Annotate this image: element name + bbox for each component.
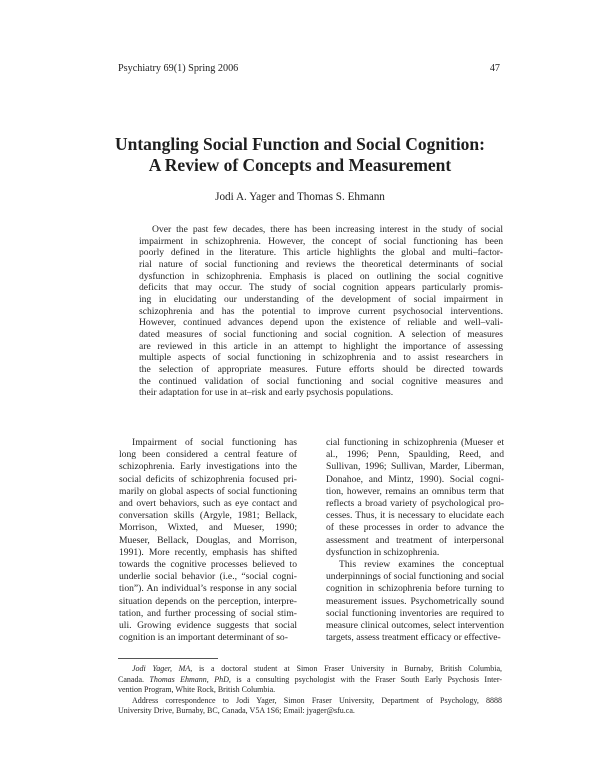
text-line: However, continued advances depend upon the existence of reliable and well–vali- [139, 317, 503, 329]
text-line: social deficits of schizophrenia focused pri- [119, 473, 297, 485]
page-number: 47 [489, 63, 500, 74]
text-line: cesses. Thus, it is necessary to elucidate each [326, 510, 504, 522]
text-line: 1991). More recently, emphasis has shifted [119, 546, 297, 558]
footnote-line: Address correspondence to Jodi Yager, Simon Fraser University, Department of Psychology, 8888 [132, 695, 502, 705]
text-line: Impairment of social functioning has [132, 437, 297, 448]
footnote-line: vention Program, White Rock, British Columbia. [118, 685, 276, 694]
text-line: poorly defined in the literature. This article highlights the global and multi–factor- [139, 247, 503, 259]
text-line: their adaptation for use in at–risk and early psychosis populations. [139, 387, 394, 399]
author-footnotes [118, 664, 502, 717]
text-line: measure clinical outcomes, select intervention [326, 620, 504, 632]
text-line: long been considered a central feature of [119, 449, 297, 461]
text-line: uli. Growing evidence suggests that social [119, 620, 297, 632]
running-head [118, 61, 500, 77]
text-line: Mueser, Bellack, Douglas, and Morrison, [119, 534, 297, 546]
footnote-line: Canada. Thomas Ehmann, PhD, is a consulting psychologist with the Fraser South Early Psychosis Inter- [118, 674, 503, 684]
abstract [139, 224, 503, 399]
title-line-2: A Review of Concepts and Measurement [148, 155, 452, 175]
title-line-1: Untangling Social Function and Social Cognition: [114, 134, 485, 154]
text-line: rial nature of social functioning and reviews the theoretical determinants of social [139, 258, 503, 270]
text-line: underpinnings of social functioning and social [326, 571, 504, 583]
text-line: reflects a broad variety of psychological pro- [326, 498, 504, 510]
text-line: are reviewed in this article in an attempt to highlight the importance of assessing [139, 340, 503, 352]
text-line: tation, and further processing of social stim- [119, 607, 297, 619]
body-column-left [119, 437, 297, 644]
footnote-divider [118, 658, 218, 659]
text-line: assessment and treatment of interpersonal [326, 534, 504, 546]
footnote-line: University Drive, Burnaby, BC, Canada, V5A 1S6; Email: jyager@sfu.ca. [118, 706, 355, 715]
journal-citation: Psychiatry 69(1) Spring 2006 [118, 63, 239, 74]
text-line: cognition in schizophrenia before turning to [326, 583, 504, 595]
text-line: al., 1996; Penn, Spaulding, Reed, and [326, 449, 504, 461]
text-line: and overt behaviors, such as eye contact and [119, 498, 297, 510]
text-line: schizophrenia. Early investigations into the [119, 461, 297, 473]
article-title [60, 134, 540, 176]
text-line: ing in elucidating our understanding of the development of social impairment in [139, 293, 503, 305]
text-line: multiple aspects of social functioning in schizophrenia and to assist researchers in [139, 352, 503, 364]
footnote-author-yager: Jodi Yager, MA [132, 664, 191, 673]
author-list: Jodi A. Yager and Thomas S. Ehmann [215, 191, 385, 203]
text-line: cognition is an important determinant of so- [119, 632, 288, 644]
text-line: tion”). An individual’s response in any social [119, 583, 297, 595]
text-line: measurement issues. Psychometrically sound [326, 595, 504, 607]
text-line: Sullivan, 1996; Sullivan, Marder, Liberman, [326, 461, 504, 473]
footnote-line: Jodi Yager, MA, is a doctoral student at Simon Fraser University in Burnaby, British Columbia, [132, 664, 502, 673]
text-line: towards the cognitive processes believed to [119, 559, 297, 571]
text-line: Over the past few decades, there has been increasing interest in the study of social [152, 224, 503, 235]
text-line: the selection of appropriate measures. Future efforts should be directed towards [139, 363, 503, 375]
text-line: the continued validation of social functioning and social cognitive measures and [139, 375, 503, 387]
text-line: situation depends on the perception, interpre- [119, 595, 297, 607]
text-line: social functioning inventories are required to [326, 607, 504, 619]
text-line: cial functioning in schizophrenia (Mueser et [326, 437, 504, 448]
text-line: dated measures of social functioning and social cognition. A selection of measures [139, 328, 503, 340]
text-line: of these processes in order to advance the [326, 522, 504, 534]
text-line: tion, however, remains an omnibus term that [326, 485, 504, 497]
text-line: conversation skills (Argyle, 1981; Bellack, [119, 510, 297, 522]
text-line: schizophrenia and has the potential to improve current psychosocial interventions. [139, 305, 503, 317]
text-line: dysfunction in schizophrenia. [326, 546, 440, 558]
text-line: marily on global aspects of social functioning [119, 485, 297, 497]
text-line: underlie social behavior (i.e., “social cogni- [119, 571, 297, 583]
text-line: Morrison, Wixted, and Mueser, 1990; [119, 522, 297, 534]
text-line: dysfunction in schizophrenia. Emphasis is placed on outlining the social cognitive [139, 270, 503, 282]
text-line: Donahoe, and Mintz, 1990). Social cogni- [326, 473, 504, 485]
footnote-author-ehmann: Thomas Ehmann, PhD [149, 674, 229, 684]
text-line: This review examines the conceptual [339, 559, 504, 571]
text-line: impairment in schizophrenia. However, the concept of social functioning has been [139, 235, 503, 247]
body-column-right [326, 437, 504, 644]
text-line: targets, assess treatment efficacy or effective- [326, 632, 501, 644]
text-line: deficits that may occur. The study of social cognition appears particularly promis- [139, 282, 503, 294]
